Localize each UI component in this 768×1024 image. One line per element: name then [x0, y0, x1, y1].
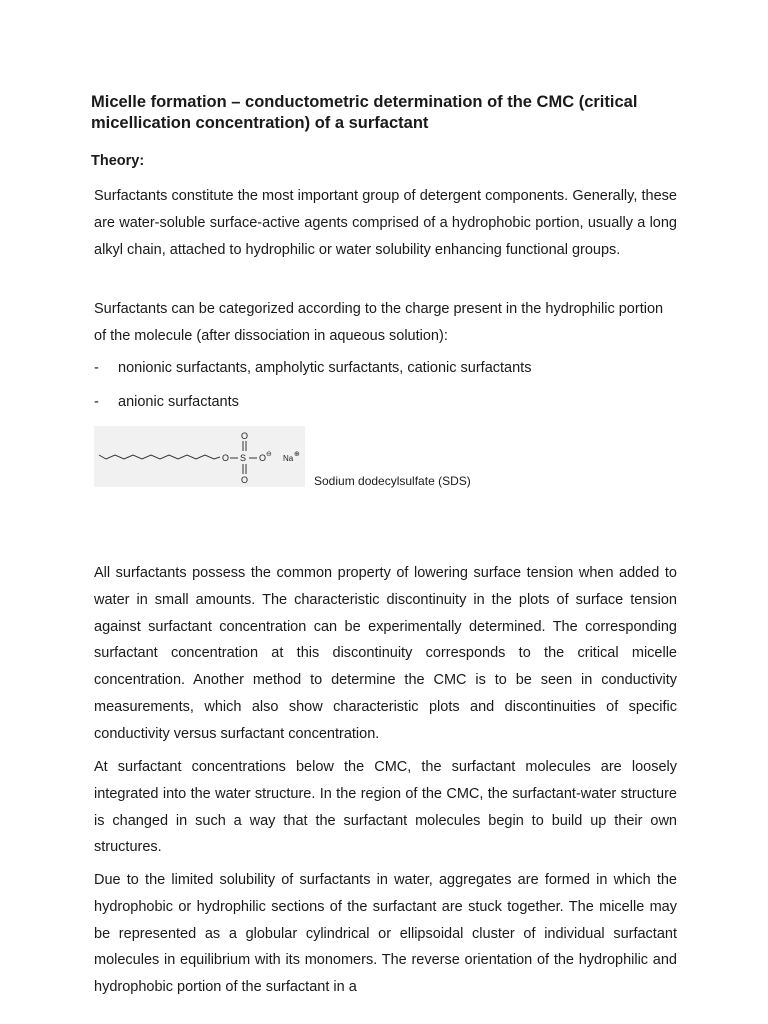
paragraph-categorization: Surfactants can be categorized according to the charge present in the hydrophilic portion of the molecule (after dissociation in aqueous solution): [94, 301, 664, 344]
list-item [94, 358, 531, 378]
atom-o-right: O [259, 453, 267, 463]
paragraph-micelle-aggregates: Due to the limited solubility of surfactants in water, aggregates are formed in which the hydrophobic or hydrophilic sections of the surfactant are stuck together. The micelle may be represented as a globular cylindrical or ellipsoidal cluster of individual surfactant molecules in equilibrium with its monomers. The reverse orientation of the hydrophilic and hydrophobic portion of the surfactant in a [94, 872, 677, 996]
alkyl-chain [99, 455, 220, 459]
document-title: Micelle formation – conductometric determination of the CMC (critical micellication concentration) of a surfactant [91, 93, 638, 132]
counter-ion-na: Na [283, 454, 294, 463]
bullet-text: anionic surfactants [118, 394, 239, 410]
positive-charge: ⊕ [294, 450, 300, 458]
list-item [94, 392, 239, 412]
atom-o-top: O [241, 431, 249, 441]
atom-o-bottom: O [241, 475, 249, 485]
theory-heading: Theory: [91, 153, 145, 169]
sds-structure-diagram [94, 426, 305, 487]
bullet-text: nonionic surfactants, ampholytic surfactants, cationic surfactants [118, 360, 532, 376]
bullet-marker: - [94, 394, 99, 410]
paragraph-surface-tension: All surfactants possess the common property of lowering surface tension when added to water in small amounts. The characteristic discontinuity in the plots of surface tension against surfactant concentration can be experimentally determined. The corresponding surfactant concentration at this discontinuity corresponds to the critical micelle concentration. Another method to determine the CMC is to be seen in conductivity measurements, which also show characteristic plots and discontinuities of specific conductivity versus surfactant concentration. [94, 565, 677, 742]
negative-charge: ⊖ [266, 450, 272, 458]
sds-structure-figure [94, 426, 305, 487]
figure-caption: Sodium dodecylsulfate (SDS) [314, 474, 471, 488]
paragraph-below-cmc: At surfactant concentrations below the CMC, the surfactant molecules are loosely integrated into the water structure. In the region of the CMC, the surfactant-water structure is changed in such a way that the surfactant molecules begin to build up their own structures. [94, 759, 677, 856]
atom-o-left: O [222, 453, 230, 463]
bullet-marker: - [94, 360, 99, 376]
atom-s: S [240, 453, 247, 463]
paragraph-surfactants-intro: Surfactants constitute the most important group of detergent components. Generally, these are water-soluble surface-active agents comprised of a hydrophobic portion, usually a long alkyl chain, attached to hydrophilic or water solubility enhancing functional groups. [94, 188, 677, 258]
